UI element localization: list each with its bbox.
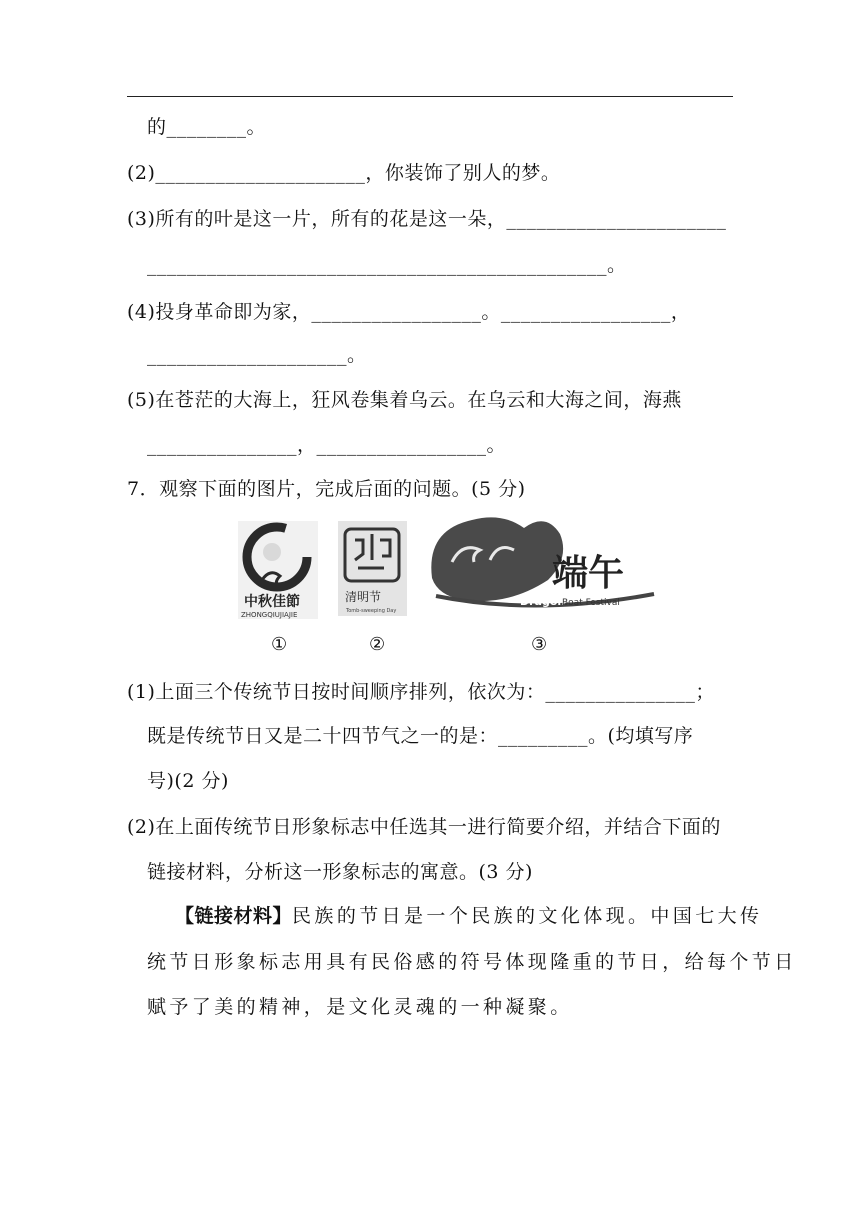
caption-1: ① xyxy=(271,634,288,655)
logo3-en-text-2: Boat Festival xyxy=(562,598,620,608)
item-3-line-1: (3)所有的叶是这一片，所有的花是这一朵，______________________ xyxy=(127,208,727,230)
item-3-line-2: ______________________________________________。 xyxy=(147,254,627,276)
logo2-en-text: Tomb-sweeping Day xyxy=(346,608,397,614)
item-4-line-1: (4)投身革命即为家，_________________。_________________， xyxy=(127,301,691,323)
caption-2: ② xyxy=(369,634,386,655)
logo1-en-text: ZHONGQIUJIAJIE xyxy=(241,611,298,619)
material-tag: 【链接材料】 xyxy=(175,905,293,927)
caption-3: ③ xyxy=(531,634,548,655)
logo3-cn-text: 端午 xyxy=(552,552,625,594)
dragon-boat-logo xyxy=(431,517,654,608)
answer-line-1-continued: 的________。 xyxy=(147,116,267,138)
question-7: 7．观察下面的图片，完成后面的问题。(5 分) xyxy=(127,478,526,500)
mid-autumn-logo xyxy=(238,521,318,619)
logo3-en-text-1: Dragon xyxy=(520,595,566,608)
sub-question-1-line-2: 既是传统节日又是二十四节气之一的是：_________。(均填写序 xyxy=(147,725,694,747)
item-5-line-2: _______________，_________________。 xyxy=(147,434,507,456)
logo2-cn-text: 清明节 xyxy=(345,590,382,604)
sub-question-2-line-1: (2)在上面传统节日形象标志中任选其一进行简要介绍，并结合下面的 xyxy=(127,816,721,838)
material-text-1: 民族的节日是一个民族的文化体现。中国七大传 xyxy=(292,905,763,927)
material-line-2: 统节日形象标志用具有民俗感的符号体现隆重的节日，给每个节日 xyxy=(147,951,797,973)
logo1-cn-text: 中秋佳節 xyxy=(244,594,300,610)
sub-question-2-line-2: 链接材料，分析这一形象标志的寓意。(3 分) xyxy=(147,861,533,883)
material-line-1 xyxy=(175,904,762,928)
sub-question-1-line-3: 号)(2 分) xyxy=(147,770,229,792)
item-4-line-2: ____________________。 xyxy=(147,344,367,366)
item-5-line-1: (5)在苍茫的大海上，狂风卷集着乌云。在乌云和大海之间，海燕 xyxy=(127,389,682,411)
qingming-logo xyxy=(338,521,407,616)
item-2: (2)_____________________，你装饰了别人的梦。 xyxy=(127,162,561,184)
material-line-3: 赋予了美的精神，是文化灵魂的一种凝聚。 xyxy=(147,996,573,1018)
sub-question-1-line-1: (1)上面三个传统节日按时间顺序排列，依次为：_______________； xyxy=(127,681,715,703)
